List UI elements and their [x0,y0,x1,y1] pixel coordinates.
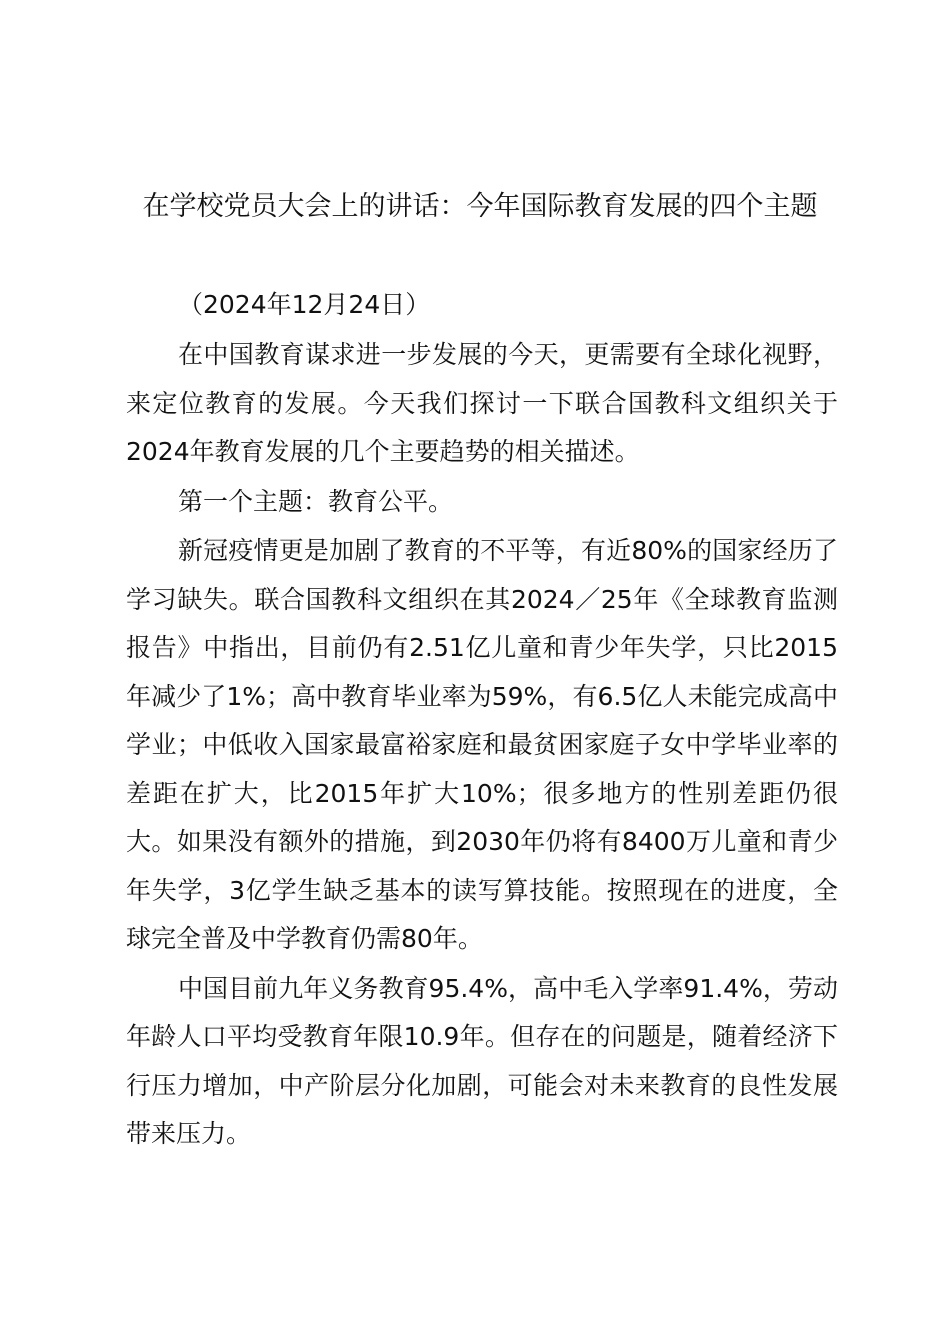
document-title: 在学校党员大会上的讲话：今年国际教育发展的四个主题 [142,191,818,222]
paragraph-china-status: 中国目前九年义务教育95.4%，高中毛入学率91.4%，劳动年龄人口平均受教育年限10.9年。但存在的问题是，随着经济下行压力增加，中产阶层分化加剧，可能会对未来教育的良性发展带来压力。 [126,973,838,1148]
document-date: （2024年12月24日） [178,290,431,319]
paragraph-intro: 在中国教育谋求进一步发展的今天，更需要有全球化视野，来定位教育的发展。今天我们探讨一下联合国教科文组织关于2024年教育发展的几个主要趋势的相关描述。 [126,340,838,466]
paragraph-education-equity: 新冠疫情更是加剧了教育的不平等，有近80%的国家经历了学习缺失。联合国教科文组织在其2024／25年《全球教育监测报告》中指出，目前仍有2.51亿儿童和青少年失学，只比2015年减少了1%；高中教育毕业率为59%，有6.5亿人未能完成高中学业；中低收入国家最富裕家庭和最贫困家庭子女中学毕业率的差距在扩大，比2015年扩大10%；很多地方的性别差距仍很大。如果没有额外的措施，到2030年仍将有8400万儿童和青少年失学，3亿学生缺乏基本的读写算技能。按照现在的进度，全球完全普及中学教育仍需80年。 [126,536,838,953]
document-body [126,331,838,1160]
paragraph-first-theme: 第一个主题：教育公平。 [178,486,454,516]
